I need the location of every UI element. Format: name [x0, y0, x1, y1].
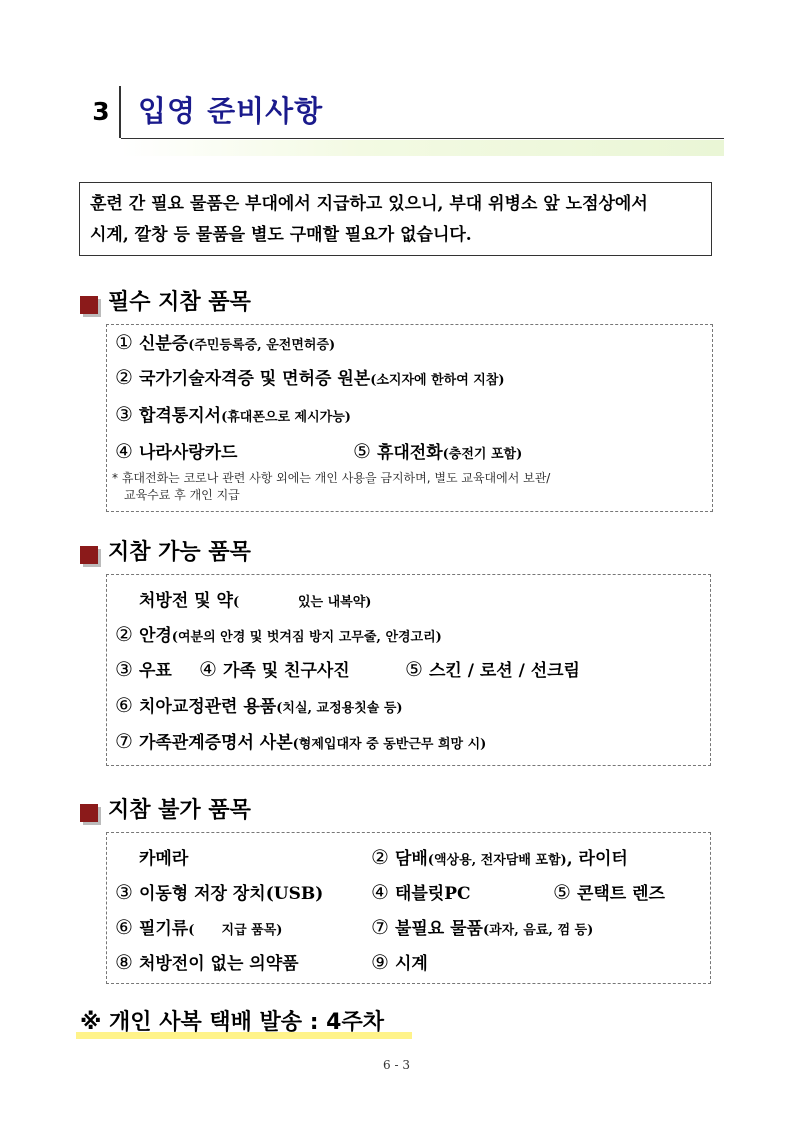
page-number: 6 - 3	[383, 1058, 410, 1072]
header-underline	[121, 138, 724, 139]
list-item: ④ 태블릿PC	[371, 880, 471, 904]
list-item: ③ 합격통지서(휴대폰으로 제시가능)	[115, 402, 351, 426]
list-item: ⑤ 휴대전화(충전기 포함)	[353, 439, 523, 463]
bottom-note: ※ 개인 사복 택배 발송 : 4주차	[80, 1010, 384, 1035]
notice-box	[79, 182, 712, 256]
list-item: 처방전 및 약( 있는 내복약)	[139, 591, 372, 611]
notice-line-2: 시계, 깔창 등 물품을 별도 구매할 필요가 없습니다.	[90, 225, 472, 245]
list-item: ⑤ 스킨 / 로션 / 선크림	[405, 657, 580, 681]
list-item: ⑥ 필기류( 지급 품목)	[115, 915, 283, 939]
notice-line-1: 훈련 간 필요 물품은 부대에서 지급하고 있으니, 부대 위병소 앞 노점상에서	[90, 194, 648, 214]
list-item: ② 국가기술자격증 및 면허증 원본(소지자에 한하여 지참)	[115, 365, 505, 389]
list-item: ⑦ 가족관계증명서 사본(형제입대자 중 동반근무 희망 시)	[115, 729, 487, 753]
list-item: 카메라	[139, 849, 189, 869]
list-item: ⑤ 콘택트 렌즈	[553, 880, 665, 904]
list-item: ③ 이동형 저장 장치(USB)	[115, 880, 324, 904]
section-title-required: 필수 지참 품목	[108, 290, 251, 315]
allowed-items-box	[106, 574, 711, 766]
page-title: 입영 준비사항	[138, 94, 324, 128]
section-square-icon	[80, 804, 98, 822]
list-item: ① 신분증(주민등록증, 운전면허증)	[115, 330, 336, 354]
list-item: ⑧ 처방전이 없는 의약품	[115, 950, 299, 974]
header-shade	[121, 140, 724, 156]
list-item: ④ 가족 및 친구사진	[199, 657, 350, 681]
list-item: ② 담배(액상용, 전자담배 포함), 라이터	[371, 845, 628, 869]
list-item: ⑨ 시계	[371, 950, 428, 974]
footnote: * 휴대전화는 코로나 관련 사항 외에는 개인 사용을 금지하며, 별도 교육대에서 보관/ 교육수료 후 개인 지급	[112, 471, 551, 502]
list-item: ③ 우표	[115, 657, 172, 681]
list-item: ④ 나라사랑카드	[115, 439, 238, 463]
section-title-prohibited: 지참 불가 품목	[108, 798, 251, 823]
section-square-icon	[80, 296, 98, 314]
section-title-allowed: 지참 가능 품목	[108, 540, 251, 565]
header-divider	[119, 86, 121, 138]
section-square-icon	[80, 546, 98, 564]
list-item: ⑦ 불필요 물품(과자, 음료, 껌 등)	[371, 915, 594, 939]
list-item: ⑥ 치아교정관련 용품(치실, 교정용칫솔 등)	[115, 693, 403, 717]
section-number: 3	[92, 97, 110, 126]
list-item: ② 안경(여분의 안경 및 벗겨짐 방지 고무줄, 안경고리)	[115, 622, 442, 646]
prohibited-items-box	[106, 832, 711, 984]
